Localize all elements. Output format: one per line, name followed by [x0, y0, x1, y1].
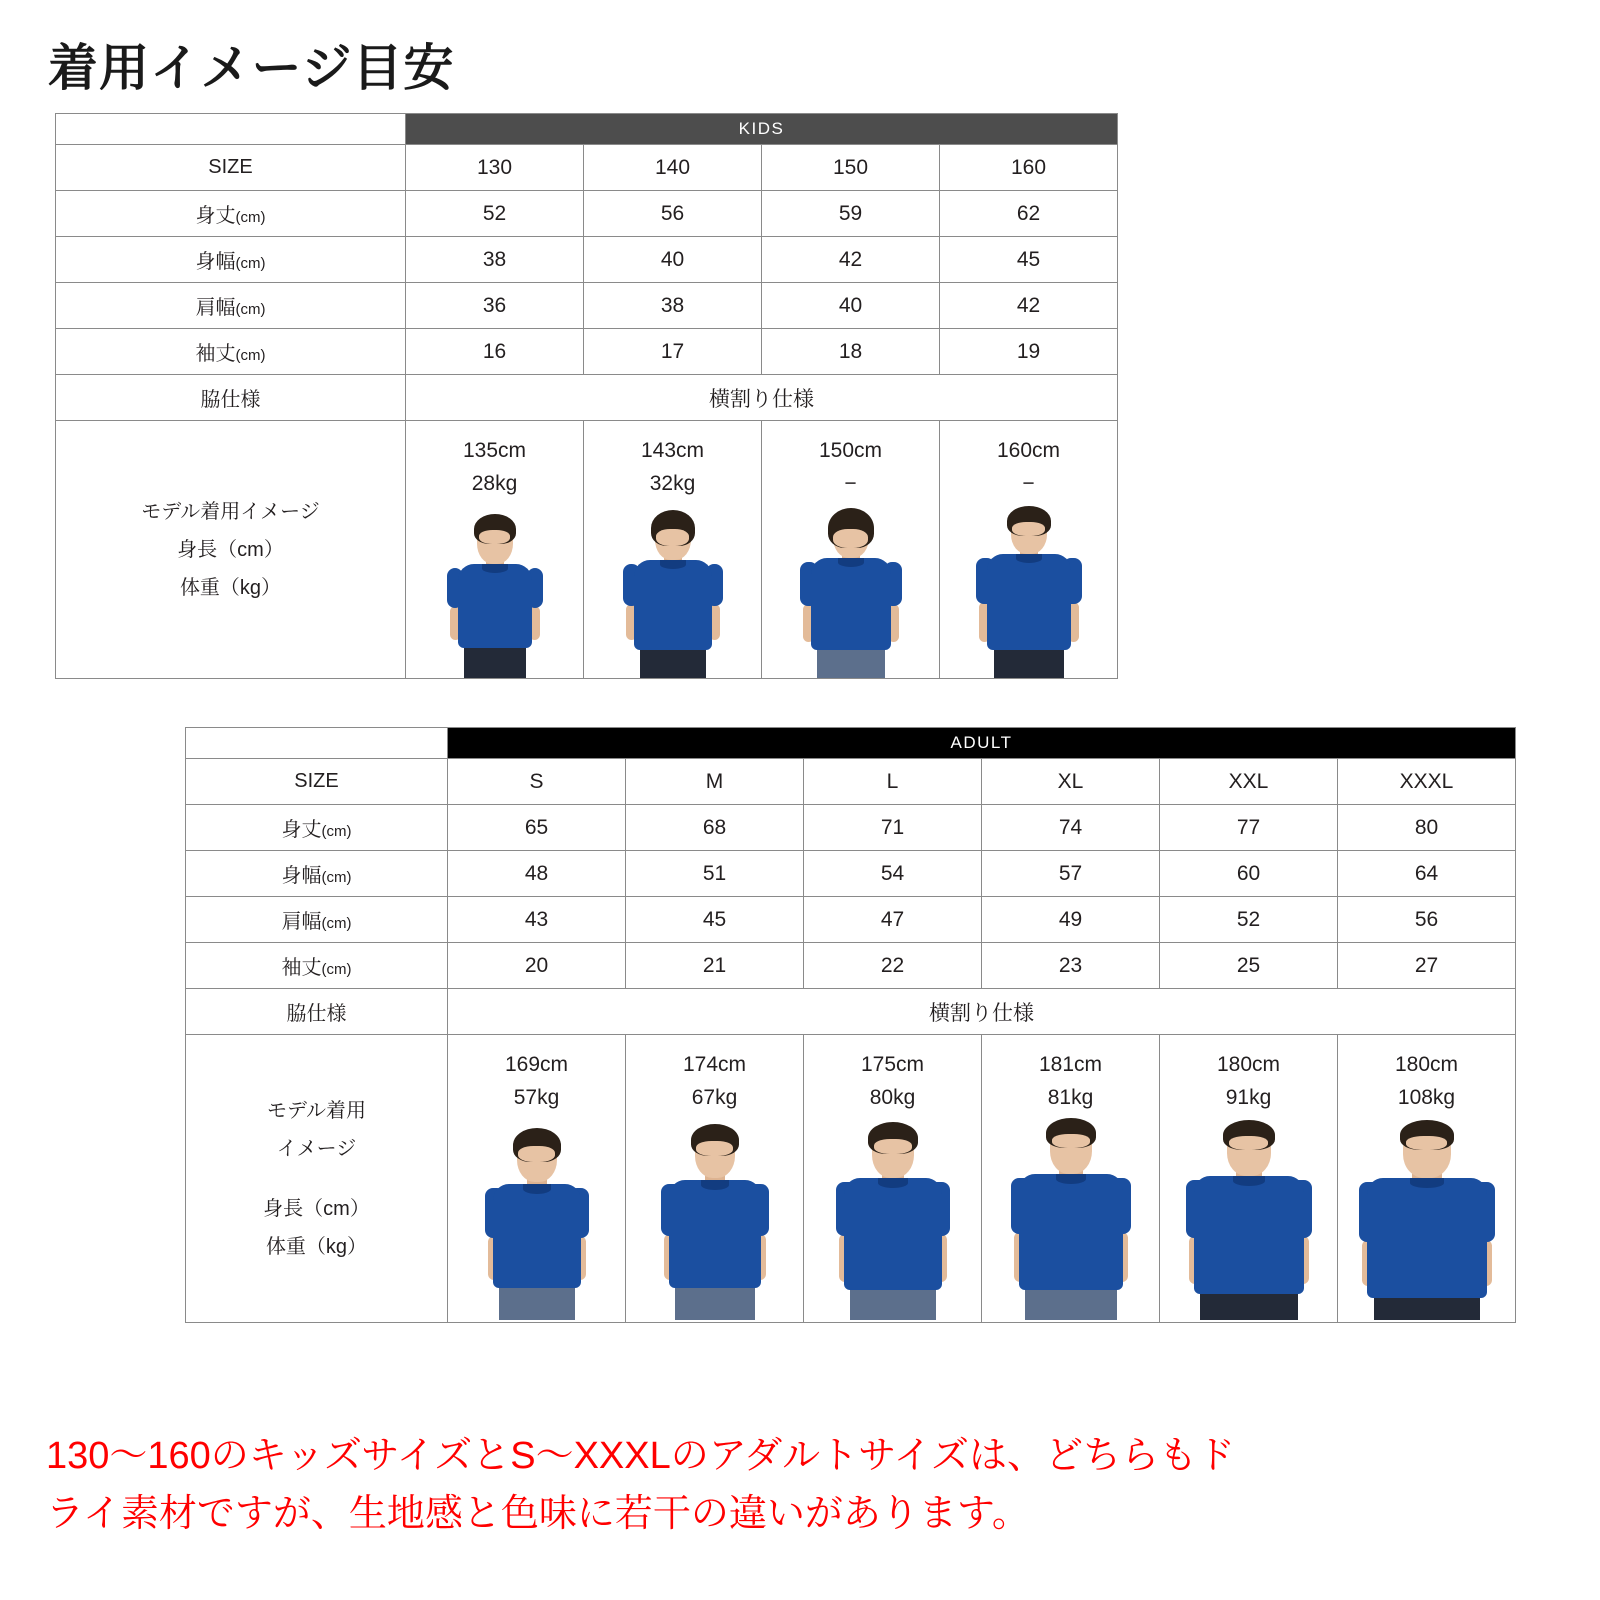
adult-shoulder-0: 43 — [448, 897, 626, 943]
model-weight: 28kg — [471, 471, 518, 495]
adult-model-meta-s — [448, 1035, 625, 1114]
kids-model-meta-160 — [940, 421, 1117, 500]
table-row — [56, 421, 1118, 679]
kids-size-3: 160 — [940, 145, 1118, 191]
kids-model-cell-140 — [584, 421, 762, 679]
figure-pants — [499, 1286, 575, 1320]
figure-collar — [482, 564, 508, 573]
figure-shirt — [987, 554, 1071, 650]
figure-hair — [1046, 1118, 1096, 1148]
adult-table-container — [185, 727, 1516, 1323]
bottom-note-line1: 130〜160のキッズサイズとS〜XXXLのアダルトサイズは、どちらもド — [46, 1435, 1236, 1477]
figure-collar — [523, 1184, 551, 1194]
figure-shirt — [1019, 1174, 1123, 1290]
kids-model-label — [56, 421, 406, 679]
figure-hair — [513, 1128, 561, 1162]
adult-width-3: 57 — [982, 851, 1160, 897]
adult-row-label-size: SIZE — [186, 759, 448, 805]
kids-length-0: 52 — [406, 191, 584, 237]
kids-shoulder-1: 38 — [584, 283, 762, 329]
table-row — [56, 145, 1118, 191]
table-row — [56, 283, 1118, 329]
model-figure — [781, 510, 921, 678]
adult-band-label: ADULT — [448, 728, 1516, 759]
adult-row-label-length — [186, 805, 448, 851]
figure-collar — [1016, 554, 1042, 563]
figure-hair — [691, 1124, 739, 1156]
label-unit: (cm) — [235, 255, 266, 272]
adult-width-2: 54 — [804, 851, 982, 897]
adult-shoulder-4: 52 — [1160, 897, 1338, 943]
adult-row-label-side-spec: 脇仕様 — [186, 989, 448, 1035]
model-weight: 80kg — [869, 1085, 916, 1109]
label-text: 袖丈 — [281, 957, 322, 979]
figure-shirt — [669, 1180, 761, 1288]
kids-sleeve-3: 19 — [940, 329, 1118, 375]
adult-shoulder-3: 49 — [982, 897, 1160, 943]
kids-length-1: 56 — [584, 191, 762, 237]
figure-pants — [640, 648, 706, 678]
adult-model-meta-m — [626, 1035, 803, 1114]
label-unit: (cm) — [235, 347, 266, 364]
label-text: 身幅 — [195, 251, 236, 273]
model-figure — [1345, 1124, 1509, 1322]
adult-model-meta-xxxl — [1338, 1035, 1515, 1114]
kids-size-table — [55, 113, 1118, 679]
page-title: 着用イメージ目安 — [48, 40, 455, 96]
model-figure — [633, 1124, 797, 1322]
adult-shoulder-2: 47 — [804, 897, 982, 943]
label-unit: (cm) — [321, 823, 352, 840]
adult-length-1: 68 — [626, 805, 804, 851]
model-height: 160cm — [996, 439, 1061, 462]
kids-model-label-line2: 身長（cm） — [177, 538, 284, 561]
model-figure — [959, 510, 1099, 678]
adult-length-0: 65 — [448, 805, 626, 851]
kids-shoulder-0: 36 — [406, 283, 584, 329]
figure-pants — [675, 1286, 755, 1320]
kids-table-container — [55, 113, 1118, 679]
model-weight: 57kg — [513, 1085, 560, 1109]
figure-hair — [1400, 1120, 1454, 1150]
kids-model-label-line3: 体重（kg） — [179, 576, 282, 599]
kids-row-label-length — [56, 191, 406, 237]
adult-length-3: 74 — [982, 805, 1160, 851]
kids-row-label-side-spec: 脇仕様 — [56, 375, 406, 421]
kids-sleeve-1: 17 — [584, 329, 762, 375]
kids-width-2: 42 — [762, 237, 940, 283]
model-figure — [989, 1124, 1153, 1322]
adult-model-meta-l — [804, 1035, 981, 1114]
table-row — [56, 329, 1118, 375]
adult-size-2: L — [804, 759, 982, 805]
figure-hair — [651, 510, 695, 546]
figure-pants — [817, 650, 885, 678]
kids-size-1: 140 — [584, 145, 762, 191]
adult-width-4: 60 — [1160, 851, 1338, 897]
kids-model-cell-160 — [940, 421, 1118, 679]
model-weight: 91kg — [1225, 1085, 1272, 1109]
model-height: 175cm — [860, 1053, 925, 1076]
adult-model-cell-s — [448, 1035, 626, 1323]
label-unit: (cm) — [235, 209, 266, 226]
adult-size-table — [185, 727, 1516, 1323]
adult-width-0: 48 — [448, 851, 626, 897]
figure-shirt — [844, 1178, 942, 1290]
adult-sleeve-1: 21 — [626, 943, 804, 989]
adult-model-meta-xxl — [1160, 1035, 1337, 1114]
adult-model-label-line4: 体重（kg） — [265, 1235, 368, 1258]
adult-sleeve-4: 25 — [1160, 943, 1338, 989]
figure-collar — [660, 560, 686, 569]
figure-shirt — [811, 558, 891, 650]
label-unit: (cm) — [235, 301, 266, 318]
kids-size-2: 150 — [762, 145, 940, 191]
model-height: 143cm — [640, 439, 705, 462]
adult-model-cell-xl — [982, 1035, 1160, 1323]
table-row — [186, 897, 1516, 943]
model-height: 180cm — [1394, 1053, 1459, 1076]
adult-length-2: 71 — [804, 805, 982, 851]
table-row — [56, 191, 1118, 237]
adult-row-label-sleeve — [186, 943, 448, 989]
model-weight: 81kg — [1047, 1085, 1094, 1109]
figure-collar — [701, 1180, 729, 1190]
table-row — [56, 237, 1118, 283]
figure-shirt — [458, 564, 532, 648]
figure-pants — [1200, 1292, 1298, 1320]
kids-shoulder-3: 42 — [940, 283, 1118, 329]
kids-side-spec-value: 横割り仕様 — [406, 375, 1118, 421]
model-figure — [1167, 1124, 1331, 1322]
label-unit: (cm) — [321, 915, 352, 932]
kids-row-label-width — [56, 237, 406, 283]
figure-pants — [850, 1288, 936, 1320]
model-height: 169cm — [504, 1053, 569, 1076]
table-row — [56, 375, 1118, 421]
figure-collar — [1056, 1174, 1086, 1184]
adult-size-4: XXL — [1160, 759, 1338, 805]
kids-length-3: 62 — [940, 191, 1118, 237]
adult-width-1: 51 — [626, 851, 804, 897]
table-row — [186, 989, 1516, 1035]
model-weight: 67kg — [691, 1085, 738, 1109]
adult-side-spec-value: 横割り仕様 — [448, 989, 1516, 1035]
table-row — [186, 728, 1516, 759]
kids-sleeve-2: 18 — [762, 329, 940, 375]
figure-pants — [464, 644, 526, 678]
figure-shirt — [493, 1184, 581, 1288]
adult-sleeve-2: 22 — [804, 943, 982, 989]
kids-row-label-sleeve — [56, 329, 406, 375]
label-unit: (cm) — [321, 961, 352, 978]
model-figure — [455, 1124, 619, 1322]
kids-model-meta-150 — [762, 421, 939, 500]
adult-model-label — [186, 1035, 448, 1323]
adult-model-cell-xxxl — [1338, 1035, 1516, 1323]
figure-hair — [1223, 1120, 1275, 1150]
adult-model-cell-l — [804, 1035, 982, 1323]
kids-width-3: 45 — [940, 237, 1118, 283]
figure-pants — [1374, 1296, 1480, 1320]
adult-width-5: 64 — [1338, 851, 1516, 897]
adult-model-label-line2: イメージ — [276, 1137, 357, 1160]
table-row — [186, 759, 1516, 805]
table-row — [186, 805, 1516, 851]
model-weight: − — [1022, 471, 1035, 495]
label-text: 袖丈 — [195, 343, 236, 365]
kids-size-0: 130 — [406, 145, 584, 191]
figure-shirt — [1194, 1176, 1304, 1294]
figure-shirt — [1367, 1178, 1487, 1298]
kids-model-cell-150 — [762, 421, 940, 679]
model-figure — [603, 510, 743, 678]
figure-collar — [1233, 1176, 1265, 1186]
adult-model-label-line1: モデル着用 — [267, 1099, 366, 1122]
figure-pants — [994, 650, 1064, 678]
adult-band-spacer — [186, 728, 448, 759]
adult-sleeve-3: 23 — [982, 943, 1160, 989]
bottom-note — [46, 1428, 1556, 1544]
table-row — [186, 943, 1516, 989]
adult-size-1: M — [626, 759, 804, 805]
label-unit: (cm) — [321, 869, 352, 886]
figure-hair — [868, 1122, 918, 1154]
bottom-note-line2: ライ素材ですが、生地感と色味に若干の違いがあります。 — [46, 1492, 1030, 1535]
label-text: 肩幅 — [281, 911, 322, 933]
kids-length-2: 59 — [762, 191, 940, 237]
kids-row-label-size: SIZE — [56, 145, 406, 191]
table-row — [56, 114, 1118, 145]
model-height: 150cm — [818, 439, 883, 462]
kids-model-cell-130 — [406, 421, 584, 679]
label-text: 肩幅 — [195, 297, 236, 319]
adult-sleeve-5: 27 — [1338, 943, 1516, 989]
model-figure — [425, 510, 565, 678]
adult-size-0: S — [448, 759, 626, 805]
label-text: 身丈 — [281, 819, 322, 841]
kids-band-spacer — [56, 114, 406, 145]
figure-collar — [878, 1178, 908, 1188]
label-text: 身丈 — [195, 205, 236, 227]
adult-row-label-width — [186, 851, 448, 897]
model-weight: 32kg — [649, 471, 696, 495]
adult-model-cell-m — [626, 1035, 804, 1323]
figure-shirt — [634, 560, 712, 650]
adult-shoulder-1: 45 — [626, 897, 804, 943]
model-height: 180cm — [1216, 1053, 1281, 1076]
table-row — [186, 1035, 1516, 1323]
adult-row-label-shoulder — [186, 897, 448, 943]
adult-shoulder-5: 56 — [1338, 897, 1516, 943]
figure-collar — [1410, 1178, 1444, 1188]
kids-width-0: 38 — [406, 237, 584, 283]
model-weight: 108kg — [1397, 1085, 1456, 1109]
kids-model-meta-140 — [584, 421, 761, 500]
kids-row-label-shoulder — [56, 283, 406, 329]
kids-width-1: 40 — [584, 237, 762, 283]
figure-collar — [838, 558, 864, 567]
model-height: 174cm — [682, 1053, 747, 1076]
adult-length-5: 80 — [1338, 805, 1516, 851]
adult-model-meta-xl — [982, 1035, 1159, 1114]
label-text: 身幅 — [281, 865, 322, 887]
kids-shoulder-2: 40 — [762, 283, 940, 329]
kids-model-meta-130 — [406, 421, 583, 500]
figure-hair — [828, 508, 874, 548]
figure-pants — [1025, 1288, 1117, 1320]
model-height: 135cm — [462, 439, 527, 462]
kids-model-label-line1: モデル着用イメージ — [141, 500, 320, 523]
adult-size-5: XXXL — [1338, 759, 1516, 805]
table-row — [186, 851, 1516, 897]
model-figure — [811, 1124, 975, 1322]
figure-hair — [1007, 506, 1051, 536]
adult-size-3: XL — [982, 759, 1160, 805]
adult-model-cell-xxl — [1160, 1035, 1338, 1323]
kids-sleeve-0: 16 — [406, 329, 584, 375]
model-height: 181cm — [1038, 1053, 1103, 1076]
figure-hair — [474, 514, 516, 544]
adult-length-4: 77 — [1160, 805, 1338, 851]
adult-model-label-line3: 身長（cm） — [263, 1197, 370, 1220]
adult-sleeve-0: 20 — [448, 943, 626, 989]
model-weight: − — [844, 471, 857, 495]
kids-band-label: KIDS — [406, 114, 1118, 145]
